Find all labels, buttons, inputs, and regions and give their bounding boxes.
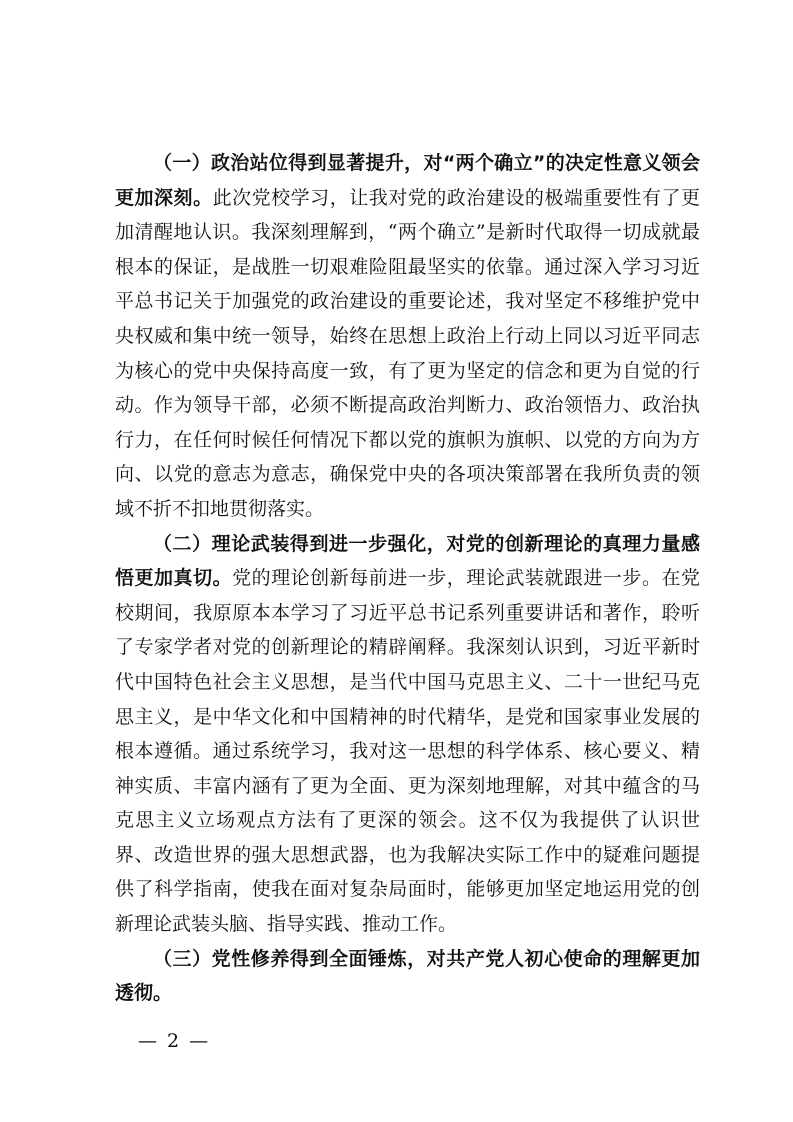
paragraph-2 [115, 527, 700, 942]
paragraph-1-body: 此次党校学习，让我对党的政治建设的极端重要性有了更加清醒地认识。我深刻理解到，“两个确立”是新时代取得一切成就最根本的保证，是战胜一切艰难险阻最坚实的依靠。通过深入学习习近平总书记关于加强党的政治建设的重要论述，我对坚定不移维护党中央权威和集中统一领导，始终在思想上政治上行动上同以习近平同志为核心的党中央保持高度一致，有了更为坚定的信念和更为自觉的行动。作为领导干部，必须不断提高政治判断力、政治领悟力、政治执行力，在任何时候任何情况下都以党的旗帜为旗帜、以党的方向为方向、以党的意志为意志，确保党中央的各项决策部署在我所负责的领域不折不扣地贯彻落实。 [115, 186, 700, 520]
document-body [115, 146, 700, 1011]
paragraph-2-body: 党的理论创新每前进一步，理论武装就跟进一步。在党校期间，我原原本本学习了习近平总书记系列重要讲话和著作，聆听了专家学者对党的创新理论的精辟阐释。我深刻认识到，习近平新时代中国特色社会主义思想，是当代中国马克思主义、二十一世纪马克思主义，是中华文化和中国精神的时代精华，是党和国家事业发展的根本遵循。通过系统学习，我对这一思想的科学体系、核心要义、精神实质、丰富内涵有了更为全面、更为深刻地理解，对其中蕴含的马克思主义立场观点方法有了更深的领会。这不仅为我提供了认识世界、改造世界的强大思想武器，也为我解决实际工作中的疑难问题提供了科学指南，使我在面对复杂局面时，能够更加坚定地运用党的创新理论武装头脑、指导实践、推动工作。 [115, 567, 700, 936]
paragraph-3-heading: （三）党性修养得到全面锤炼，对共产党人初心使命的理解更加透彻。 [115, 947, 700, 1005]
paragraph-1-heading: （一）政治站位得到显著提升，对“两个确立”的决定性意义领会更加深刻。 [115, 152, 700, 209]
page-number: — 2 — [138, 1030, 211, 1052]
paragraph-2-heading: （二）理论武装得到进一步强化，对党的创新理论的真理力量感悟更加真切。 [115, 532, 700, 590]
paragraph-3 [115, 942, 700, 1011]
paragraph-1 [115, 146, 700, 527]
